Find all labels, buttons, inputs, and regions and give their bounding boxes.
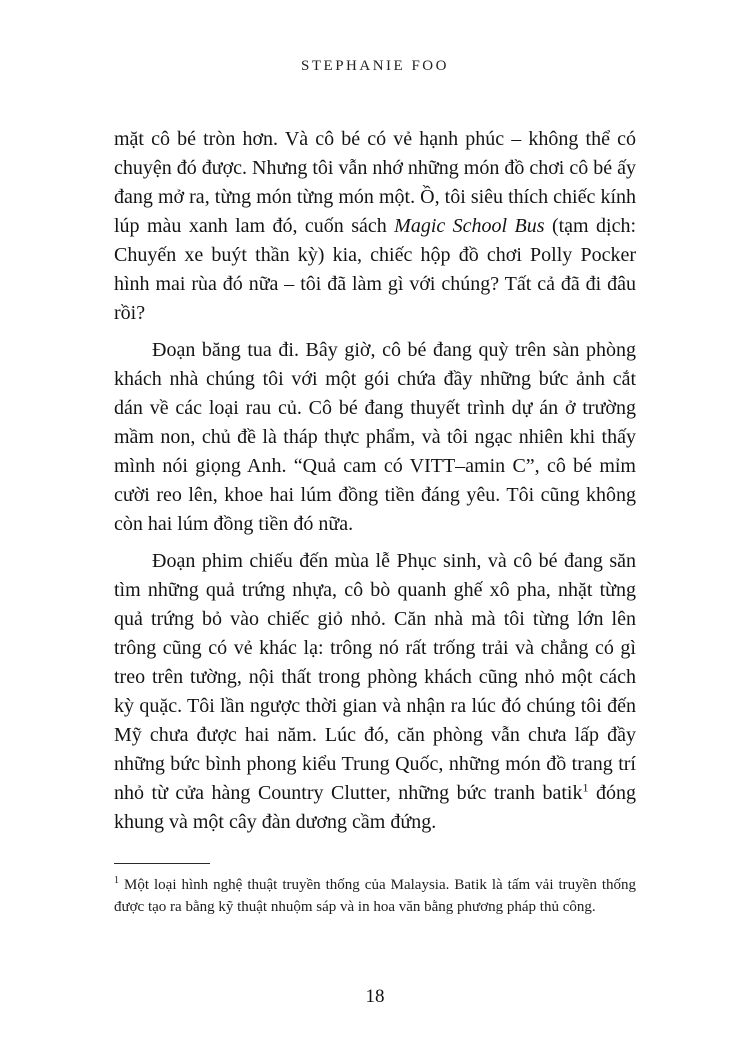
paragraph-text: (tạm dịch: Chuyến xe buýt thần kỳ) kia, chiếc hộp đồ chơi Polly Pocker hình mai rùa đó nữa – tôi đã làm gì với chúng? Tất cả đã đi đâu rồi?: [114, 215, 636, 324]
footnote-reference: 1: [582, 780, 589, 795]
footnote-marker: 1: [114, 875, 119, 886]
paragraph: [114, 125, 636, 328]
paragraph-text: Đoạn phim chiếu đến mùa lễ Phục sinh, và cô bé đang săn tìm những quả trứng nhựa, cô bò quanh ghế xô pha, nhặt từng quả trứng bỏ vào chiếc giỏ nhỏ. Căn nhà mà tôi từng lớn lên trông cũng có vẻ khác lạ: trông nó rất trống trải và chẳng có gì treo trên tường, nội thất trong phòng khách cũng nhỏ một cách kỳ quặc. Tôi lần ngược thời gian và nhận ra lúc đó chúng tôi đến Mỹ chưa được hai năm. Lúc đó, căn phòng vẫn chưa lấp đầy những bức bình phong kiểu Trung Quốc, những món đồ trang trí nhỏ từ cửa hàng Country Clutter, những bức tranh batik: [114, 550, 636, 804]
footnote-text: Một loại hình nghệ thuật truyền thống của Malaysia. Batik là tấm vải truyền thống được tạo ra bằng kỹ thuật nhuộm sáp và in hoa văn bằng phương pháp thủ công.: [114, 877, 636, 915]
footnote: [114, 874, 636, 918]
footnote-divider: [114, 863, 210, 864]
paragraph-text: đóng khung và một cây đàn dương cầm đứng.: [114, 782, 637, 833]
footnote-block: [114, 863, 636, 918]
body-text: [114, 125, 636, 837]
paragraph: [114, 547, 636, 837]
paragraph: [114, 336, 636, 539]
paragraph-text: Đoạn băng tua đi. Bây giờ, cô bé đang quỳ trên sàn phòng khách nhà chúng tôi với một gói chứa đầy những bức ảnh cắt dán về các loại rau củ. Cô bé đang thuyết trình dự án ở trường mầm non, chủ đề là tháp thực phẩm, và tôi ngạc nhiên khi thấy mình nói giọng Anh. “Quả cam có VITT–amin C”, cô bé mỉm cười reo lên, khoe hai lúm đồng tiền đáng yêu. Tôi cũng không còn hai lúm đồng tiền đó nữa.: [114, 339, 636, 535]
book-title-italic: Magic School Bus: [394, 215, 545, 237]
running-header: STEPHANIE FOO: [301, 58, 449, 74]
paragraph-text: mặt cô bé tròn hơn. Và cô bé có vẻ hạnh phúc – không thể có chuyện đó được. Nhưng tôi vẫn nhớ những món đồ chơi cô bé ấy đang mở ra, từng món từng món một. Ồ, tôi siêu thích chiếc kính lúp màu xanh lam đó, cuốn sách: [114, 128, 636, 237]
page-number: 18: [365, 986, 385, 1007]
